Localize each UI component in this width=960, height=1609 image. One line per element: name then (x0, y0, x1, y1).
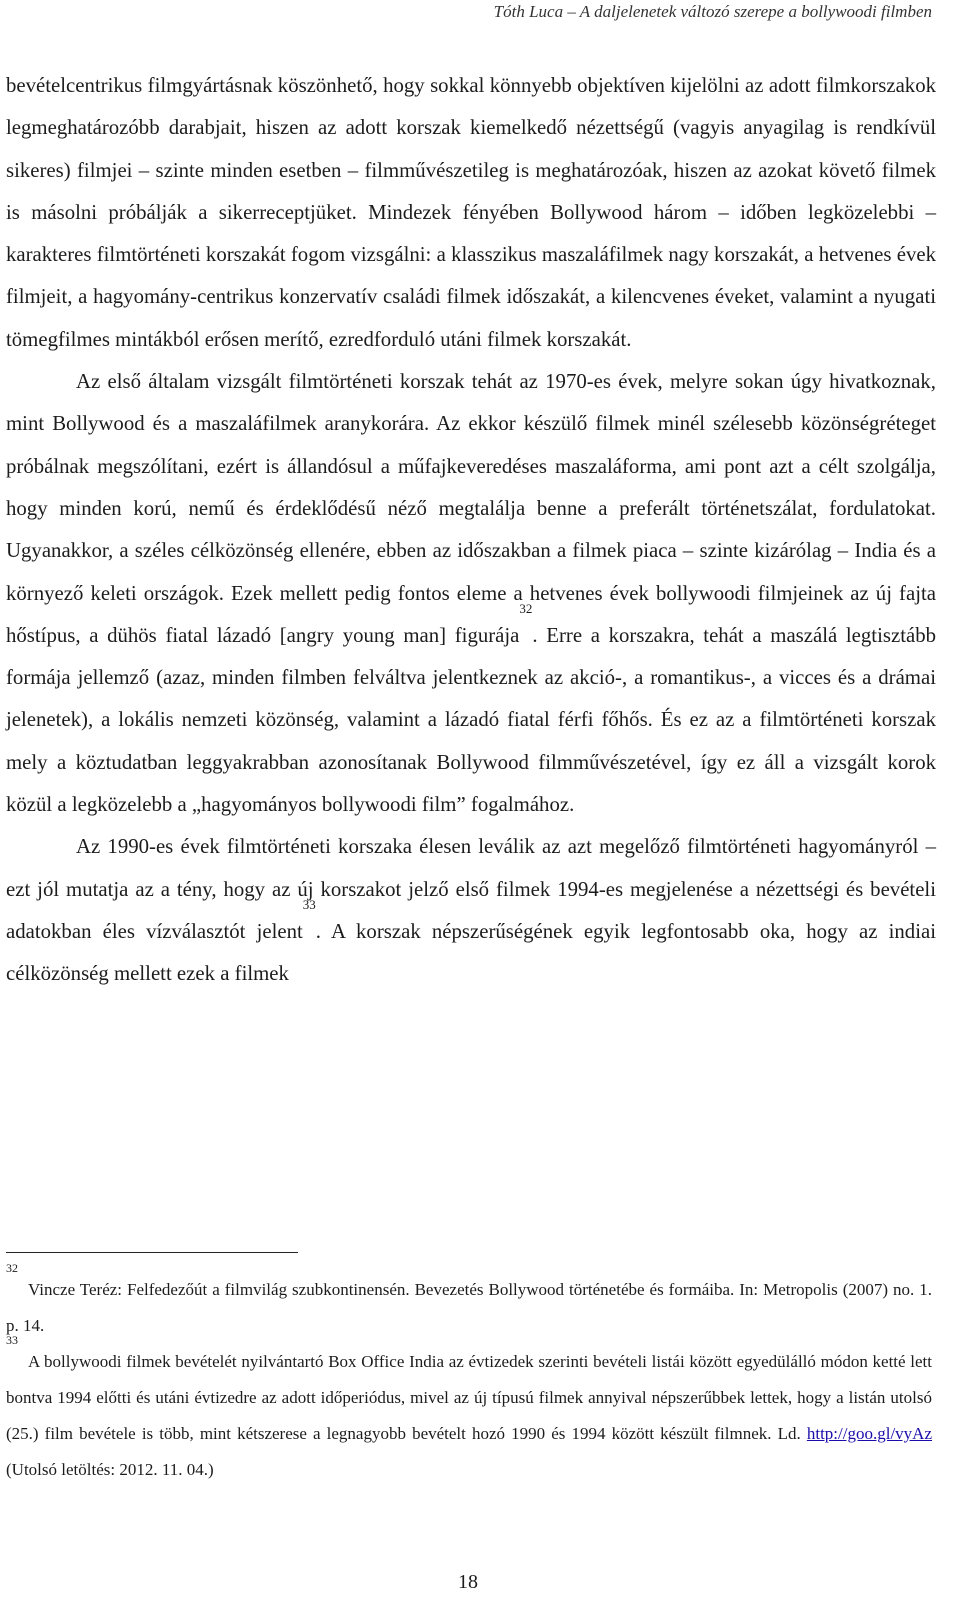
footnote-33-link[interactable]: http://goo.gl/vyAz (806, 1424, 932, 1443)
footnote-33-text-a: A bollywoodi filmek bevételét nyilvántartó Box Office India az évtizedek szerinti bevételi listái között egyedülálló módon ketté lett bontva 1994 előtti és utáni évtizedre az adott időperiódus, mivel az új típusú filmek annyival népszerűbbek lettek, hogy a listán utolsó (25.) film bevétele is több, mint kétszerese a legnagyobb bevételt hozó 1990 és 1994 között készült filmnek. Ld. (6, 1352, 932, 1443)
running-header: Tóth Luca – A daljelenetek változó szerepe a bollywoodi filmben (493, 2, 932, 21)
paragraph-3 (6, 826, 936, 995)
footnote-32-text: Vincze Teréz: Felfedezőút a filmvilág szubkontinensén. Bevezetés Bollywood történetébe és formáiba. In: Metropolis (2007) no. 1. p. 14. (6, 1280, 932, 1335)
footnote-separator (6, 1252, 298, 1253)
paragraph-2-text-a: Az első általam vizsgált filmtörténeti korszak tehát az 1970-es évek, melyre sokan úgy hivatkoznak, mint Bollywood és a maszaláfilmek aranykorára. Az ekkor készülő filmek minél szélesebb közönségréteget próbálnak megszólítani, ezért is állandósul a műfajkeveredéses maszaláforma, ami pont azt a célt szolgálja, hogy minden korú, nemű és érdeklődésű néző megtalálja benne a preferált történetszálat, fordulatokat. Ugyanakkor, a széles célközönség ellenére, ebben az időszakban a filmek piaca – szinte kizárólag – India és a környező keleti országok. Ezek mellett pedig fontos eleme a hetvenes évek bollywoodi filmjeinek az új fajta hőstípus, a dühös fiatal lázadó [angry young man] figurája (6, 370, 936, 647)
footnote-ref-32: 32 (519, 600, 533, 616)
paragraph-3-text-a: Az 1990-es évek filmtörténeti korszaka élesen leválik az azt megelőző filmtörténeti hagyományról – ezt jól mutatja az a tény, hogy az új korszakot jelző első filmek 1994-es megjelenése a nézettségi és bevételi adatokban éles vízválasztót jelent (6, 835, 936, 943)
footnotes (6, 1261, 932, 1488)
paragraph-1-text: bevételcentrikus filmgyártásnak köszönhető, hogy sokkal könnyebb objektíven kijelölni az adott filmkorszakok legmeghatározóbb darabjait, hiszen az adott korszak kiemelkedő nézettségű (vagyis anyagilag is rendkívül sikeres) filmjei – szinte minden esetben – filmművészetileg is meghatározóak, hiszen az azokat követő filmek is másolni próbálják a sikerreceptjüket. Mindezek fényében Bollywood három – időben legközelebbi – karakteres filmtörténeti korszakát fogom vizsgálni: a klasszikus maszaláfilmek nagy korszakát, a hetvenes évek filmjeit, a hagyomány-centrikus konzervatív családi filmek időszakát, a kilencvenes éveket, valamint a nyugati tömegfilmes mintákból erősen merítő, ezredforduló utáni filmek korszakát. (6, 74, 936, 351)
footnote-number-33: 33 (6, 1333, 18, 1347)
body-text (6, 65, 936, 996)
paragraph-1 (6, 65, 936, 361)
paragraph-3-text-b: . A korszak népszerűségének egyik legfontosabb oka, hogy az indiai célközönség mellett ezek a filmek (6, 919, 936, 986)
paragraph-2 (6, 361, 936, 826)
footnote-number-32: 32 (6, 1261, 18, 1275)
footnote-33-text-b: (Utolsó letöltés: 2012. 11. 04.) (6, 1460, 214, 1479)
page-number: 18 (458, 1571, 478, 1593)
footnote-33 (6, 1333, 932, 1488)
footnote-ref-33: 33 (302, 896, 316, 912)
footnote-32 (6, 1261, 932, 1344)
paragraph-2-text-b: . Erre a korszakra, tehát a maszálá legtisztább formája jellemző (azaz, minden filmben felváltva jelentkeznek az akció-, a romantikus-, a vicces és a drámai jelenetek), a lokális nemzeti közönség, valamint a lázadó fiatal férfi főhős. És ez az a filmtörténeti korszak mely a köztudatban leggyakrabban azonosítanak Bollywood filmművészetével, így ez áll a vizsgált korok közül a legközelebb a „hagyományos bollywoodi film” fogalmához. (6, 623, 936, 817)
